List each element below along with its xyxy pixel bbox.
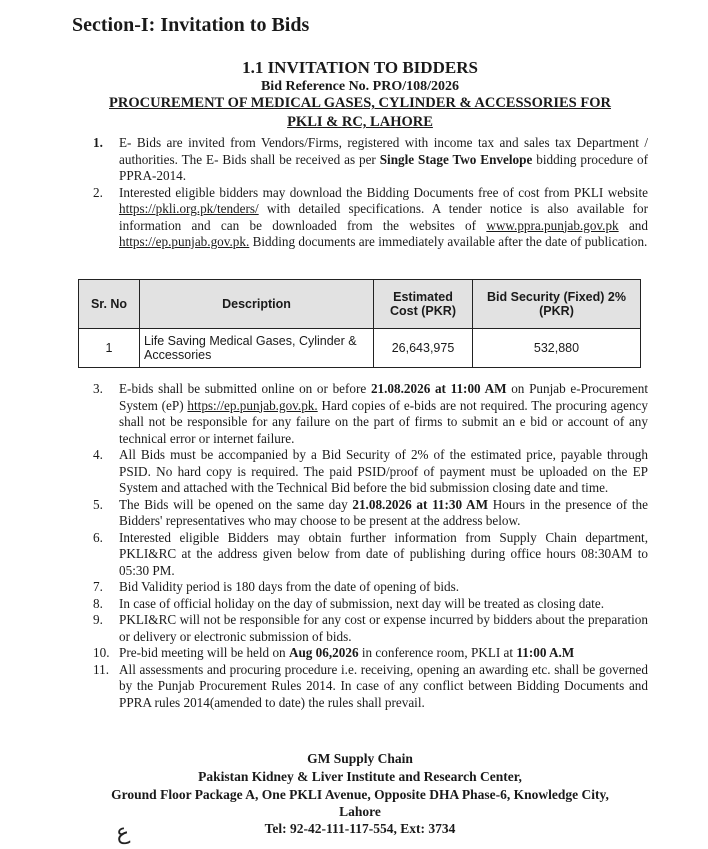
table-row <box>79 329 641 368</box>
item-text: Hard copies of e-bids are not required. The procuring agency shall not be responsible for any failure on the part of firms to submit an e bid or account of any technical error or internet failure. <box>119 397 648 446</box>
section-title: Section-I: Invitation to Bids <box>72 14 310 36</box>
item-number: 5. <box>93 496 103 512</box>
list-item <box>90 596 648 613</box>
item-text: Pre-bid meeting will be held on <box>119 645 289 660</box>
list-item <box>90 381 648 447</box>
ppra-link[interactable]: www.ppra.punjab.gov.pk <box>486 217 619 233</box>
list-item <box>90 135 648 185</box>
item-bold-text: Single Stage Two Envelope <box>379 151 533 167</box>
item-text: E-bids shall be submitted online on or before <box>119 381 371 396</box>
list-item <box>90 579 648 596</box>
list-item <box>90 447 648 497</box>
item-text: with detailed specifications. A tender notice is also available for information and can be downloaded from the websites of <box>119 201 648 233</box>
item-bold-text: 11:00 A.M <box>516 645 575 660</box>
pkli-tenders-link[interactable]: https://pkli.org.pk/tenders/ <box>119 201 259 216</box>
instructions-list-top <box>90 135 648 251</box>
item-text: The Bids will be opened on the same day <box>119 496 353 512</box>
list-item <box>90 612 648 645</box>
item-text: bidding procedure of PPRA-2014. <box>119 151 648 183</box>
item-text: on Punjab e-Procurement System (eP) <box>119 381 648 413</box>
col-sr-no: Sr. No <box>79 280 140 329</box>
item-text: E- Bids are invited from Vendors/Firms, registered with income tax and sales tax Department / authorities. The E- Bids shall be received as per <box>119 135 648 167</box>
list-item <box>90 497 648 530</box>
footer-address: Ground Floor Package A, One PKLI Avenue, Opposite DHA Phase-6, Knowledge City, <box>111 787 609 802</box>
instructions-list-bottom <box>90 381 648 711</box>
cell-sr-no: 1 <box>79 329 140 368</box>
item-text: All assessments and procuring procedure i.e. receiving, opening an awarding etc. shall be governed by the Punjab Procurement Rules 2014. In case of any conflict between Bidding Documents and PPRA rules 2014(amended to date) the rules shall prevail. <box>119 661 648 710</box>
procurement-title-line2: PKLI & RC, LAHORE <box>287 114 433 130</box>
item-text: Bidding documents are immediately available after the date of publication. <box>249 234 648 249</box>
col-description: Description <box>140 280 374 329</box>
item-text: PKLI&RC will not be responsible for any cost or expense incurred by bidders about the preparation or delivery or electronic submission of bids. <box>119 612 648 644</box>
col-estimated-cost: Estimated Cost (PKR) <box>374 280 473 329</box>
list-item <box>90 185 648 251</box>
invitation-heading: 1.1 INVITATION TO BIDDERS <box>242 58 478 77</box>
cell-bid-security: 532,880 <box>473 329 641 368</box>
item-text: Hours in the presence of the Bidders' representatives who may choose to be present at the address below. <box>119 496 648 528</box>
table-header-row <box>79 280 641 329</box>
item-text: Interested eligible Bidders may obtain further information from Supply Chain department, PKLI&RC at the address given below from date of publishing during office hours 08:30AM to 05:30 PM. <box>119 529 648 578</box>
footer-city: Lahore <box>339 804 381 819</box>
footer-telephone: Tel: 92-42-111-117-554, Ext: 3734 <box>264 821 456 836</box>
footer-institute-name: Pakistan Kidney & Liver Institute and Research Center, <box>198 769 522 784</box>
item-number: 7. <box>93 579 103 594</box>
footer-gm-supply-chain: GM Supply Chain <box>307 751 413 766</box>
item-bold-text: 21.08.2026 at 11:00 AM <box>370 381 507 396</box>
item-number: 2. <box>93 184 103 200</box>
ep-punjab-link[interactable]: https://ep.punjab.gov.pk. <box>187 397 318 413</box>
signature-mark: ﻉ <box>114 819 131 846</box>
cell-description: Life Saving Medical Gases, Cylinder & Accessories <box>140 329 374 368</box>
item-text: Bid Validity period is 180 days from the date of opening of bids. <box>119 579 460 594</box>
col-bid-security: Bid Security (Fixed) 2% (PKR) <box>473 280 641 329</box>
item-number: 9. <box>93 612 103 627</box>
item-number: 11. <box>93 661 109 677</box>
item-number: 3. <box>93 381 103 396</box>
list-item <box>90 645 648 662</box>
list-item <box>90 662 648 712</box>
item-number: 1. <box>93 135 103 150</box>
item-bold-text: 21.08.2026 at 11:30 AM <box>352 496 489 512</box>
item-text: Interested eligible bidders may download the Bidding Documents free of cost from PKLI website <box>119 184 648 200</box>
procurement-title <box>0 94 708 132</box>
item-number: 6. <box>93 529 103 545</box>
bid-table <box>78 279 641 368</box>
ep-punjab-link[interactable]: https://ep.punjab.gov.pk. <box>119 234 250 249</box>
item-number: 10. <box>93 645 110 660</box>
item-bold-text: Aug 06,2026 <box>288 645 359 660</box>
list-item <box>90 530 648 580</box>
item-text: All Bids must be accompanied by a Bid Security of 2% of the estimated price, payable through PSID. No hard copy is required. The paid PSID/proof of payment must be uploaded on the EP System and attached with the Technical Bid before the bid submission closing date and time. <box>119 447 648 495</box>
item-text: and <box>618 217 648 233</box>
procurement-title-line1: PROCUREMENT OF MEDICAL GASES, CYLINDER & ACCESSORIES FOR <box>109 95 611 111</box>
bid-reference: Bid Reference No. PRO/108/2026 <box>260 79 460 94</box>
item-text: In case of official holiday on the day of submission, next day will be treated as closing date. <box>119 595 605 611</box>
cell-estimated-cost: 26,643,975 <box>374 329 473 368</box>
item-number: 8. <box>93 595 103 611</box>
item-number: 4. <box>93 447 103 462</box>
item-text: in conference room, PKLI at <box>358 645 517 660</box>
